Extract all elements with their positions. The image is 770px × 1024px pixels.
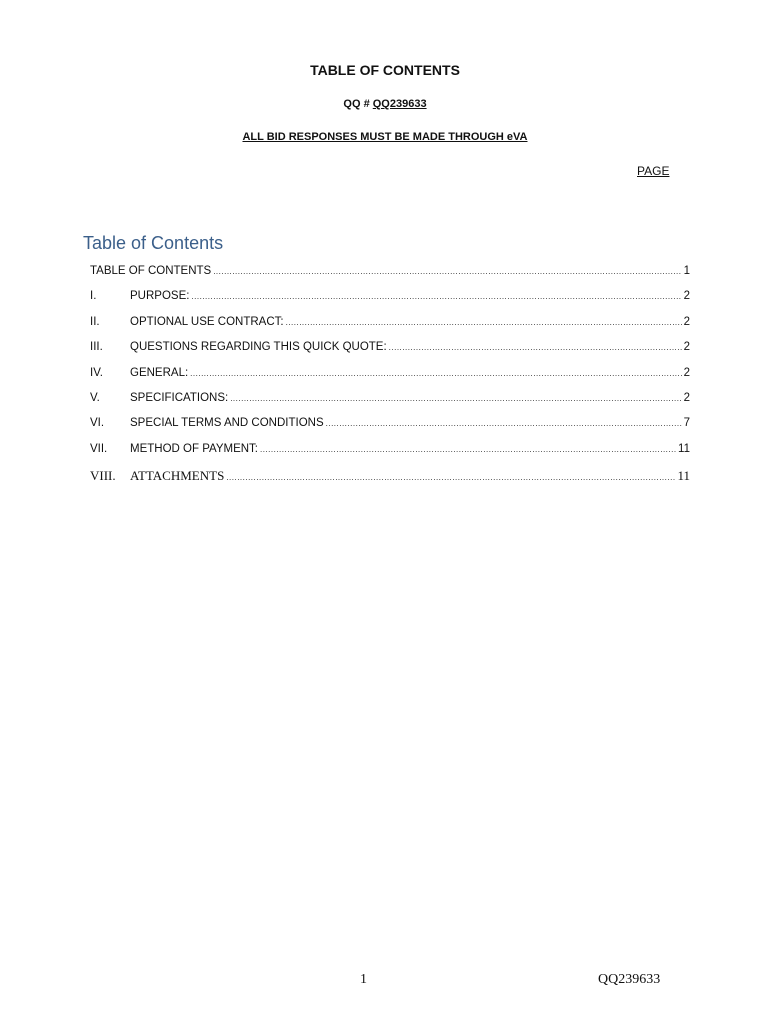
toc-list xyxy=(90,265,690,494)
toc-entry-number: VII. xyxy=(90,442,108,455)
toc-entry-number: IV. xyxy=(90,366,104,379)
toc-leader-dots xyxy=(286,316,682,328)
toc-leader-dots xyxy=(326,417,682,429)
toc-entry-table-of-contents[interactable] xyxy=(90,265,690,290)
toc-leader-dots xyxy=(389,341,682,353)
toc-entry-title: TABLE OF CONTENTS xyxy=(90,265,212,277)
toc-entry-number: VI. xyxy=(90,417,105,430)
toc-entry-number: V. xyxy=(90,391,100,404)
quick-quote-prefix: QQ # xyxy=(343,98,373,110)
toc-entry-title: QUESTIONS REGARDING THIS QUICK QUOTE: xyxy=(130,341,387,354)
toc-entry-page: 7 xyxy=(683,417,690,430)
toc-entry-title: PURPOSE: xyxy=(130,290,190,303)
toc-entry-number: III. xyxy=(90,341,103,354)
toc-entry-method-of-payment[interactable] xyxy=(90,443,690,468)
toc-leader-dots xyxy=(213,265,681,277)
toc-entry-number: II. xyxy=(90,315,100,328)
toc-leader-dots xyxy=(226,471,675,483)
page-title: TABLE OF CONTENTS xyxy=(310,62,460,78)
toc-entry-optional-use-contract[interactable] xyxy=(90,316,690,341)
quick-quote-number: QQ239633 xyxy=(372,98,427,110)
toc-entry-page: 1 xyxy=(683,265,690,277)
quick-quote-line xyxy=(0,98,770,110)
toc-entry-page: 2 xyxy=(683,391,690,404)
toc-entry-page: 2 xyxy=(683,290,690,303)
toc-entry-page: 11 xyxy=(678,442,690,455)
toc-entry-number: I. xyxy=(90,290,97,303)
toc-leader-dots xyxy=(190,367,681,379)
page-column-label: PAGE xyxy=(637,164,670,178)
toc-entry-title: SPECIFICATIONS: xyxy=(130,391,229,404)
toc-entry-attachments[interactable] xyxy=(90,468,690,493)
toc-leader-dots xyxy=(191,290,681,302)
toc-entry-title: SPECIAL TERMS AND CONDITIONS xyxy=(130,417,324,430)
toc-entry-page: 11 xyxy=(677,468,690,484)
bid-notice: ALL BID RESPONSES MUST BE MADE THROUGH eVA xyxy=(242,131,528,143)
toc-entry-specifications[interactable] xyxy=(90,392,690,417)
toc-entry-title: ATTACHMENTS xyxy=(130,468,225,484)
toc-entry-title: METHOD OF PAYMENT: xyxy=(130,442,258,455)
toc-entry-page: 2 xyxy=(683,341,690,354)
toc-entry-page: 2 xyxy=(683,366,690,379)
footer-page-number: 1 xyxy=(360,972,367,987)
toc-entry-general[interactable] xyxy=(90,367,690,392)
toc-entry-page: 2 xyxy=(683,315,690,328)
toc-entry-purpose[interactable] xyxy=(90,290,690,315)
toc-entry-special-terms[interactable] xyxy=(90,417,690,442)
toc-entry-questions[interactable] xyxy=(90,341,690,366)
toc-leader-dots xyxy=(260,443,676,455)
toc-entry-number: VIII. xyxy=(90,468,116,484)
toc-entry-title: OPTIONAL USE CONTRACT: xyxy=(130,315,284,328)
toc-leader-dots xyxy=(230,392,681,404)
toc-entry-title: GENERAL: xyxy=(130,366,189,379)
footer-document-id: QQ239633 xyxy=(598,972,661,987)
toc-heading: Table of Contents xyxy=(83,233,224,253)
